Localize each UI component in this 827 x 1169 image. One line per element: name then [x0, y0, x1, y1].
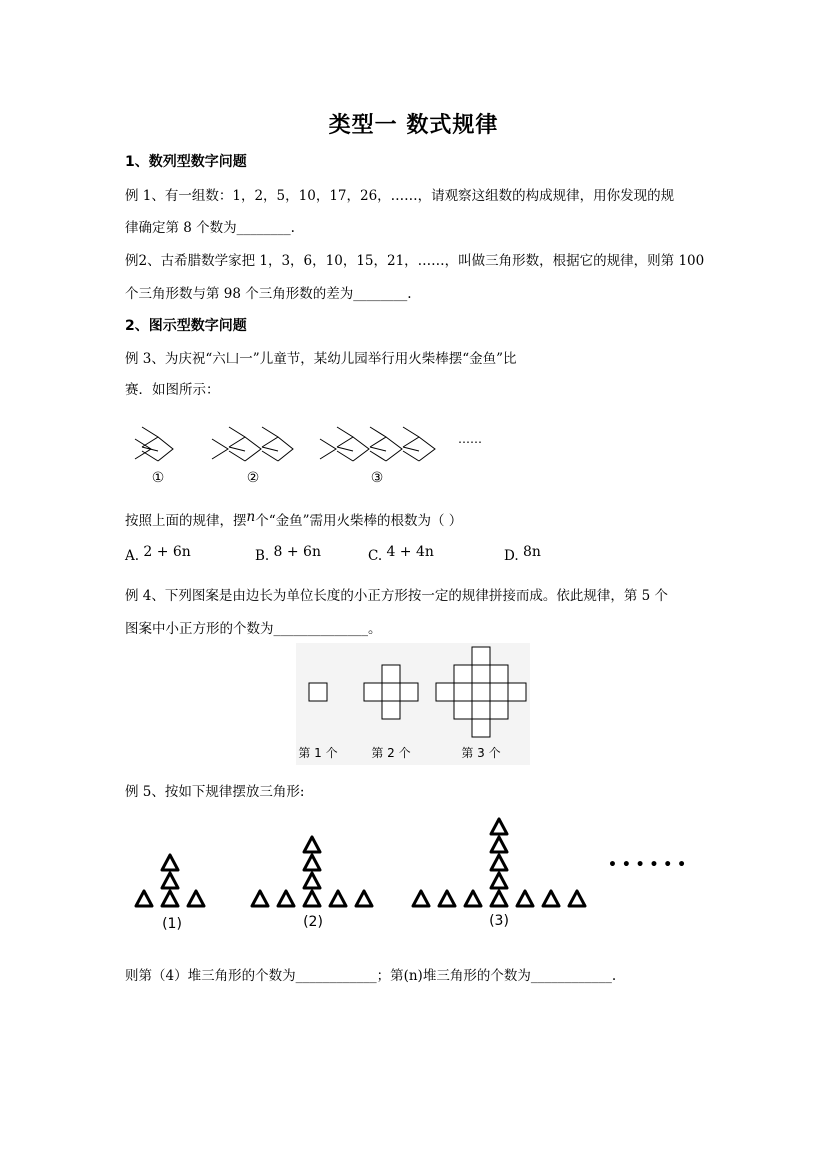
example3-question-start: 按照上面的规律，摆 — [125, 513, 247, 529]
option-a — [125, 544, 191, 564]
section-heading-1: 1、数列型数字问题 — [125, 154, 247, 170]
option-a-expr: 2 + 6n — [143, 544, 191, 560]
example3-line1-end: 一”儿童节，某幼儿园举行用火柴棒摆“金鱼”比 — [239, 351, 517, 367]
goldfish-1 — [135, 427, 173, 461]
example1-line1: 例 1、有一组数：1，2，5，10，17，26，……，请观察这组数的构成规律，用你发现的规 — [125, 188, 675, 204]
triangle-pile-1 — [136, 855, 204, 906]
page-title: 类型一 数式规律 — [328, 113, 499, 138]
goldfish-label-1: ① — [151, 470, 165, 486]
triangle-pile-3 — [413, 819, 585, 906]
example3-question-end: 个“金鱼”需用火柴棒的根数为（ ） — [255, 513, 463, 529]
goldfish-figure — [125, 415, 505, 490]
var-n: n — [246, 509, 256, 525]
triangles-label-2: (2) — [303, 914, 323, 930]
squares-label-3: 第 3 个 — [461, 746, 501, 760]
option-d — [504, 544, 541, 564]
example5-line1: 例 5、按如下规律摆放三角形: — [125, 784, 305, 800]
square-pattern-1 — [309, 683, 327, 701]
squares-label-2: 第 2 个 — [371, 746, 411, 760]
squares-label-1: 第 1 个 — [298, 746, 338, 760]
option-c-label: C. — [368, 548, 383, 564]
example1-line2: 律确定第 8 个数为________. — [125, 220, 295, 236]
triangles-label-1: (1) — [162, 916, 182, 932]
option-c — [368, 544, 434, 564]
goldfish-label-3: ③ — [370, 470, 384, 486]
example5-question: 则第（4）堆三角形的个数为____________；第(n)堆三角形的个数为____________. — [125, 968, 617, 984]
example2-line1: 例2、古希腊数学家把 1，3，6，10，15，21，……，叫做三角形数，根据它的规律，则第 100 — [125, 253, 705, 269]
goldfish-label-2: ② — [246, 470, 260, 486]
option-b — [255, 544, 321, 564]
example3-line1 — [125, 347, 517, 367]
option-b-label: B. — [255, 548, 270, 564]
option-a-label: A. — [125, 548, 140, 564]
example3-question — [125, 509, 462, 529]
option-c-expr: 4 + 4n — [386, 544, 434, 560]
section-heading-2: 2、图示型数字问题 — [125, 318, 247, 334]
example3-line1-glyph: 凵 — [225, 351, 240, 367]
triangles-figure — [130, 815, 700, 935]
triangles-label-3: (3) — [489, 913, 509, 929]
example3-line2: 赛．如图所示： — [125, 382, 220, 398]
option-d-expr: 8n — [522, 544, 541, 560]
example4-line2: 图案中小正方形的个数为______________。 — [125, 621, 382, 637]
example3-line1-start: 例 3、为庆祝“六 — [125, 351, 226, 367]
goldfish-3 — [320, 427, 435, 461]
squares-figure — [296, 643, 530, 765]
goldfish-ellipsis: …… — [458, 432, 482, 446]
triangles-dots: • • • • • • — [608, 857, 687, 873]
option-d-label: D. — [504, 548, 519, 564]
example2-line2: 个三角形数与第 98 个三角形数的差为________. — [125, 286, 412, 302]
option-b-expr: 8 + 6n — [273, 544, 321, 560]
example4-line1: 例 4、下列图案是由边长为单位长度的小正方形按一定的规律拼接而成。依此规律，第 5 个 — [125, 588, 669, 604]
goldfish-2 — [212, 427, 293, 461]
triangle-pile-2 — [252, 837, 372, 906]
